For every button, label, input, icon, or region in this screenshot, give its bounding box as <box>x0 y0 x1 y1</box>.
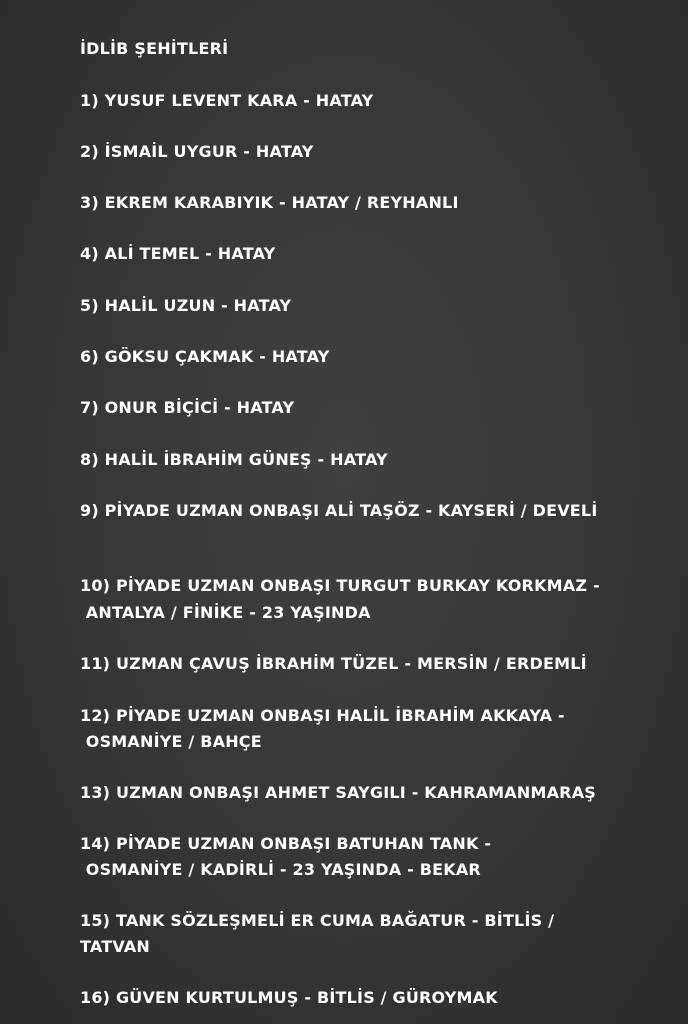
list-item: 4) ALİ TEMEL - HATAY <box>80 244 276 263</box>
list-item: 3) EKREM KARABIYIK - HATAY / REYHANLI <box>80 193 459 212</box>
list-item-continuation: ANTALYA / FİNİKE - 23 YAŞINDA <box>80 603 371 622</box>
list-item: 8) HALİL İBRAHİM GÜNEŞ - HATAY <box>80 450 388 469</box>
list-item: 13) UZMAN ONBAŞI AHMET SAYGILI - KAHRAMANMARAŞ <box>80 783 597 802</box>
list-item: 9) PİYADE UZMAN ONBAŞI ALİ TAŞÖZ - KAYSERİ / DEVELİ <box>80 501 598 520</box>
list-item: 15) TANK SÖZLEŞMELİ ER CUMA BAĞATUR - BİTLİS / <box>80 911 555 930</box>
list-item: 7) ONUR BİÇİCİ - HATAY <box>80 398 295 417</box>
list-item: 1) YUSUF LEVENT KARA - HATAY <box>80 91 374 110</box>
list-item: 12) PİYADE UZMAN ONBAŞI HALİL İBRAHİM AKKAYA - <box>80 706 565 725</box>
list-item-continuation: OSMANİYE / BAHÇE <box>80 732 262 751</box>
list-item: 2) İSMAİL UYGUR - HATAY <box>80 142 314 161</box>
list-item: 14) PİYADE UZMAN ONBAŞI BATUHAN TANK - <box>80 834 492 853</box>
page-title: İDLİB ŞEHİTLERİ <box>80 39 229 58</box>
list-item: 10) PİYADE UZMAN ONBAŞI TURGUT BURKAY KORKMAZ - <box>80 576 600 595</box>
list-item: 16) GÜVEN KURTULMUŞ - BİTLİS / GÜROYMAK <box>80 988 498 1007</box>
list-item: 5) HALİL UZUN - HATAY <box>80 296 292 315</box>
list-item: 6) GÖKSU ÇAKMAK - HATAY <box>80 347 330 366</box>
list-item-continuation: TATVAN <box>80 937 150 956</box>
list-item: 11) UZMAN ÇAVUŞ İBRAHİM TÜZEL - MERSİN / ERDEMLİ <box>80 654 587 673</box>
list-item-continuation: OSMANİYE / KADİRLİ - 23 YAŞINDA - BEKAR <box>80 860 481 879</box>
